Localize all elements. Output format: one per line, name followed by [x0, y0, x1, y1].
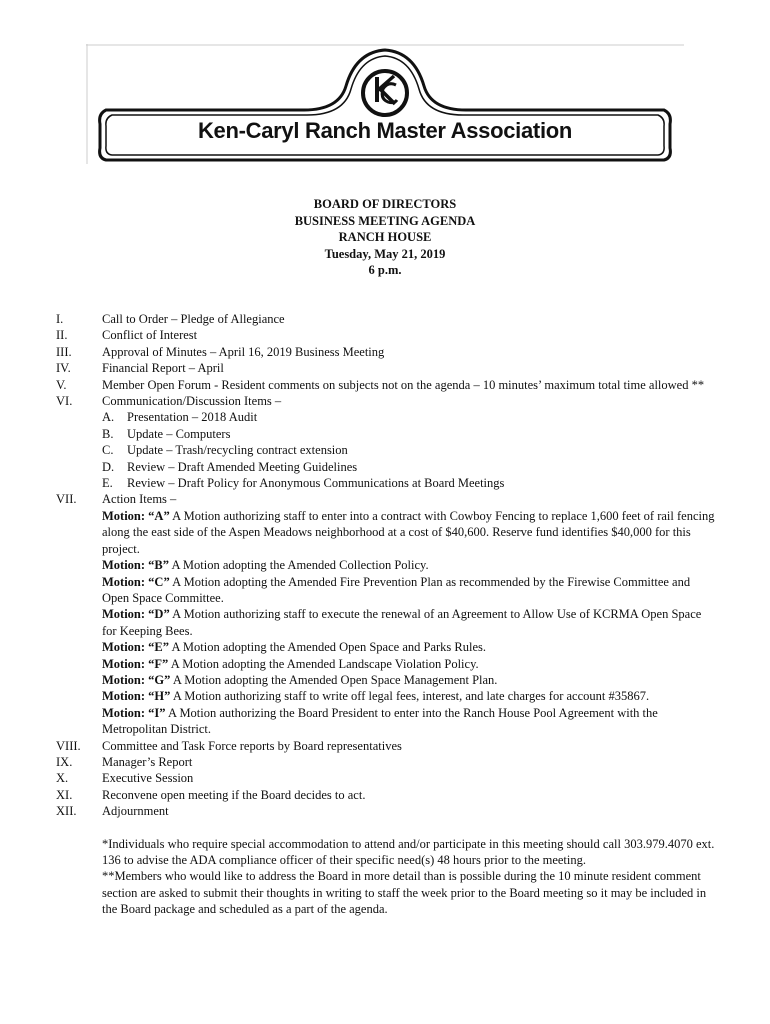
header-meeting-type: BUSINESS MEETING AGENDA [294, 213, 476, 228]
discussion-item [102, 409, 716, 425]
motion-label: Motion: “A” [102, 508, 170, 523]
discussion-text: Review – Draft Policy for Anonymous Communications at Board Meetings [127, 476, 505, 491]
agenda-item-action [56, 491, 716, 737]
motion-d [102, 606, 716, 639]
motion-h [102, 688, 716, 704]
item-number: VI. [56, 394, 73, 409]
item-number: XII. [56, 804, 77, 819]
motion-f [102, 656, 716, 672]
discussion-letter: D. [102, 459, 115, 474]
item-number: V. [56, 377, 67, 392]
motion-label: Motion: “B” [102, 558, 170, 573]
discussion-item [102, 442, 716, 458]
motion-label: Motion: “F” [102, 656, 169, 671]
item-text: Call to Order – Pledge of Allegiance [102, 312, 285, 326]
agenda-header [0, 196, 770, 279]
discussion-item [102, 459, 716, 475]
discussion-letter: E. [102, 476, 113, 491]
footnotes [102, 836, 716, 918]
agenda-item [56, 344, 716, 360]
item-text: Financial Report – April [102, 361, 224, 376]
discussion-letter: A. [102, 410, 115, 425]
agenda-item [56, 787, 716, 803]
motion-label: Motion: “I” [102, 705, 166, 720]
agenda-item [56, 770, 716, 786]
motion-e [102, 639, 716, 655]
motion-text: A Motion authorizing staff to write off legal fees, interest, and late charges for account #35867. [170, 689, 650, 704]
item-text: Communication/Discussion Items – [102, 394, 282, 409]
item-text: Action Items – [102, 492, 177, 507]
item-number: III. [56, 344, 72, 359]
header-time: 6 p.m. [368, 263, 402, 278]
motion-label: Motion: “C” [102, 574, 170, 589]
motion-label: Motion: “E” [102, 640, 170, 655]
agenda-list [56, 311, 716, 918]
agenda-item [56, 803, 716, 819]
motion-text: A Motion authorizing staff to enter into a contract with Cowboy Fencing to replace 1,600 feet of rail fencing along the east side of the Aspen Meadows neighborhood at a cost of $40,600. Reserve fund identifies $40,000 for this project. [102, 508, 715, 556]
item-text: Member Open Forum - Resident comments on subjects not on the agenda – 10 minutes’ maximum total time allowed ** [102, 377, 705, 392]
header-board: BOARD OF DIRECTORS [313, 197, 457, 211]
motion-i [102, 705, 716, 738]
motion-text: A Motion authorizing the Board President to enter into the Ranch House Pool Agreement with the Metropolitan District. [102, 705, 658, 737]
item-number: IV. [56, 361, 71, 376]
discussion-letter: B. [102, 426, 114, 441]
motion-text: A Motion authorizing staff to execute the renewal of an Agreement to Allow Use of KCRMA Open Space for Keeping Bees. [102, 607, 702, 638]
item-number: VIII. [56, 738, 81, 753]
discussion-item [102, 475, 716, 491]
agenda-item [56, 754, 716, 770]
agenda-item [56, 327, 716, 343]
association-logo [86, 44, 684, 164]
item-number: IX. [56, 754, 73, 769]
motion-text: A Motion adopting the Amended Open Space and Parks Rules. [169, 640, 486, 655]
item-number: II. [56, 328, 68, 343]
motion-text: A Motion adopting the Amended Fire Prevention Plan as recommended by the Firewise Committee and Open Space Committee. [102, 574, 691, 605]
accommodation-note: *Individuals who require special accommodation to attend and/or participate in this meeting should call 303.979.4070 ext. 136 to advise the ADA compliance officer of their specific need(s) 48 hours prior to the meeting. [102, 836, 715, 867]
logo-frame [86, 44, 684, 164]
motion-text: A Motion adopting the Amended Open Space Management Plan. [170, 672, 498, 687]
discussion-text: Update – Computers [127, 426, 231, 441]
discussion-text: Review – Draft Amended Meeting Guidelines [127, 459, 358, 474]
logo-title: Ken-Caryl Ranch Master Association [197, 118, 573, 143]
motion-text: A Motion adopting the Amended Landscape Violation Policy. [168, 656, 479, 671]
item-text: Approval of Minutes – April 16, 2019 Business Meeting [102, 344, 385, 359]
agenda-item [56, 377, 716, 393]
agenda-item [56, 311, 716, 327]
item-text: Executive Session [102, 771, 194, 786]
item-number: XI. [56, 787, 73, 802]
discussion-text: Update – Trash/recycling contract extension [127, 443, 348, 458]
motion-text: A Motion adopting the Amended Collection Policy. [169, 558, 429, 573]
motion-label: Motion: “D” [102, 607, 170, 622]
item-text: Manager’s Report [102, 754, 193, 769]
discussion-text: Presentation – 2018 Audit [127, 410, 258, 425]
header-date: Tuesday, May 21, 2019 [324, 246, 446, 261]
member-comments-note: **Members who would like to address the Board in more detail than is possible during the 10 minute resident comment section are asked to submit their thoughts in writing to staff the week prior to the Board meeting so it may be included in the Board package and scheduled as a part of the agenda. [102, 869, 707, 917]
motion-g [102, 672, 716, 688]
motion-b [102, 557, 716, 573]
item-number: X. [56, 771, 69, 786]
item-number: VII. [56, 492, 77, 507]
motion-label: Motion: “H” [102, 689, 171, 704]
discussion-letter: C. [102, 443, 114, 458]
item-text: Reconvene open meeting if the Board decides to act. [102, 787, 366, 802]
item-number: I. [56, 312, 64, 326]
header-location: RANCH HOUSE [338, 230, 432, 245]
item-text: Conflict of Interest [102, 328, 198, 343]
agenda-item [56, 360, 716, 376]
motion-label: Motion: “G” [102, 672, 171, 687]
agenda-item-discussion [56, 393, 716, 491]
item-text: Committee and Task Force reports by Board representatives [102, 738, 402, 753]
motion-c [102, 574, 716, 607]
discussion-item [102, 426, 716, 442]
agenda-item [56, 738, 716, 754]
motion-a [102, 508, 716, 557]
item-text: Adjournment [102, 804, 169, 819]
